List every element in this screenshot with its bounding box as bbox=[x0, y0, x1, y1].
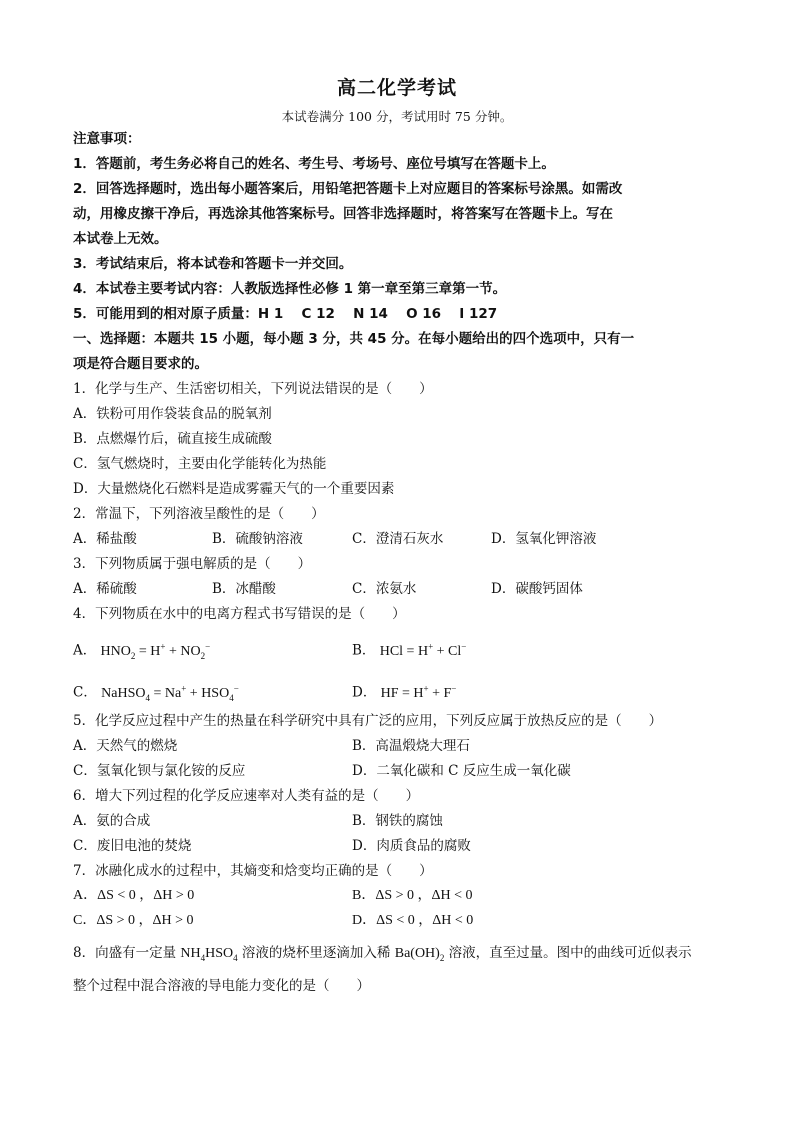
q4-option-d-label: D． bbox=[352, 684, 377, 701]
q1-stem: 1．化学与生产、生活密切相关，下列说法错误的是（ ） bbox=[73, 381, 433, 397]
q4-option-a-equation: $HNO_2 = H^+ + NO_2^-$ bbox=[100, 641, 211, 661]
note-2-line-3: 本试卷上无效。 bbox=[73, 231, 168, 247]
q7-option-b: B．ΔS > 0 ，ΔH < 0 bbox=[352, 888, 473, 903]
q3-stem: 3．下列物质属于强电解质的是（ ） bbox=[73, 556, 312, 572]
q6-option-b: B．钢铁的腐蚀 bbox=[352, 813, 443, 829]
note-2-line-2: 动，用橡皮擦干净后，再选涂其他答案标号。回答非选择题时，将答案写在答题卡上。写在 bbox=[73, 206, 613, 222]
q5-option-d: D．二氧化碳和 C 反应生成一氧化碳 bbox=[352, 763, 571, 779]
notes-heading: 注意事项： bbox=[73, 131, 141, 147]
q6-option-d: D．肉质食品的腐败 bbox=[352, 838, 471, 854]
q4-option-d-equation: HF = H+ + F− bbox=[380, 683, 457, 701]
q5-option-b: B．高温煅烧大理石 bbox=[352, 738, 470, 754]
note-4: 4．本试卷主要考试内容：人教版选择性必修 1 第一章至第三章第一节。 bbox=[73, 281, 507, 297]
q4-option-b-label: B． bbox=[352, 642, 376, 659]
q2-option-a: A．稀盐酸 bbox=[73, 531, 137, 547]
q8-stem-part-3: 溶液，直至过量。图中的曲线可近似表示 bbox=[444, 945, 692, 961]
q5-stem: 5．化学反应过程中产生的热量在科学研究中具有广泛的应用，下列反应属于放热反应的是（ ） bbox=[73, 713, 663, 729]
q2-option-d: D．氢氧化钾溶液 bbox=[491, 531, 597, 547]
q1-option-d: D．大量燃烧化石燃料是造成雾霾天气的一个重要因素 bbox=[73, 481, 395, 497]
q3-option-b: B．冰醋酸 bbox=[212, 581, 276, 597]
q8-stem-line-1 bbox=[73, 944, 692, 967]
q3-option-d: D．碳酸钙固体 bbox=[491, 581, 583, 597]
q8-stem-part-1: 8．向盛有一定量 bbox=[73, 945, 181, 961]
q6-stem: 6．增大下列过程的化学反应速率对人类有益的是（ ） bbox=[73, 788, 420, 804]
exam-title: 高二化学考试 bbox=[336, 77, 457, 99]
q2-option-c: C．澄清石灰水 bbox=[352, 531, 444, 547]
note-1: 1．答题前，考生务必将自己的姓名、考生号、考场号、座位号填写在答题卡上。 bbox=[73, 156, 555, 172]
q1-option-a: A．铁粉可用作袋装食品的脱氧剂 bbox=[73, 406, 272, 422]
q7-stem: 7．冰融化成水的过程中，其熵变和焓变均正确的是（ ） bbox=[73, 863, 433, 879]
q5-option-a: A．天然气的燃烧 bbox=[73, 738, 178, 754]
q5-option-c: C．氢氧化钡与氯化铵的反应 bbox=[73, 763, 246, 779]
q4-option-b bbox=[352, 637, 466, 661]
q4-option-c-label: C． bbox=[73, 684, 97, 701]
q8-stem-line-2: 整个过程中混合溶液的导电能力变化的是（ ） bbox=[73, 978, 370, 994]
exam-subtitle: 本试卷满分 100 分，考试用时 75 分钟。 bbox=[281, 109, 513, 124]
q4-option-c-equation: NaHSO$_4$ = $Na^+ + HSO_4^-$ bbox=[101, 683, 239, 703]
q3-option-c: C．浓氨水 bbox=[352, 581, 417, 597]
note-3: 3．考试结束后，将本试卷和答题卡一并交回。 bbox=[73, 256, 353, 272]
note-5: 5．可能用到的相对原子质量：H 1 C 12 N 14 O 16 I 127 bbox=[73, 306, 498, 322]
q1-option-c: C．氢气燃烧时，主要由化学能转化为热能 bbox=[73, 456, 327, 472]
q2-stem: 2．常温下，下列溶液呈酸性的是（ ） bbox=[73, 506, 325, 522]
q7-option-a: A．ΔS < 0 ，ΔH > 0 bbox=[73, 888, 195, 903]
q4-option-d bbox=[352, 679, 456, 703]
q8-formula-baoh2: $Ba(OH)_2$ bbox=[394, 946, 445, 963]
note-2-line-1: 2．回答选择题时，选出每小题答案后，用铅笔把答题卡上对应题目的答案标号涂黑。如需改 bbox=[73, 181, 623, 197]
q4-option-a-label: A． bbox=[73, 642, 97, 659]
q4-stem: 4．下列物质在水中的电离方程式书写错误的是（ ） bbox=[73, 606, 406, 622]
q1-option-b: B．点燃爆竹后，硫直接生成硫酸 bbox=[73, 431, 272, 447]
q7-option-c: C．ΔS > 0 ，ΔH > 0 bbox=[73, 913, 194, 928]
q7-option-d: D．ΔS < 0 ，ΔH < 0 bbox=[352, 913, 474, 928]
q2-option-b: B．硫酸钠溶液 bbox=[212, 531, 303, 547]
q6-option-a: A．氨的合成 bbox=[73, 813, 151, 829]
q8-formula-nh4hso4: $NH_4HSO_4$ bbox=[180, 946, 238, 963]
section-1-heading-line-2: 项是符合题目要求的。 bbox=[73, 356, 208, 372]
section-1-heading-line-1: 一、选择题：本题共 15 小题，每小题 3 分，共 45 分。在每小题给出的四个选项中，只有一 bbox=[73, 331, 635, 347]
q4-option-b-equation: HCl = H+ + Cl− bbox=[379, 641, 467, 659]
q8-stem-part-2: 溶液的烧杯里逐滴加入稀 bbox=[237, 945, 395, 961]
q4-option-c bbox=[73, 679, 239, 706]
q3-option-a: A．稀硫酸 bbox=[73, 581, 137, 597]
q6-option-c: C．废旧电池的焚烧 bbox=[73, 838, 192, 854]
q4-option-a bbox=[73, 637, 210, 664]
